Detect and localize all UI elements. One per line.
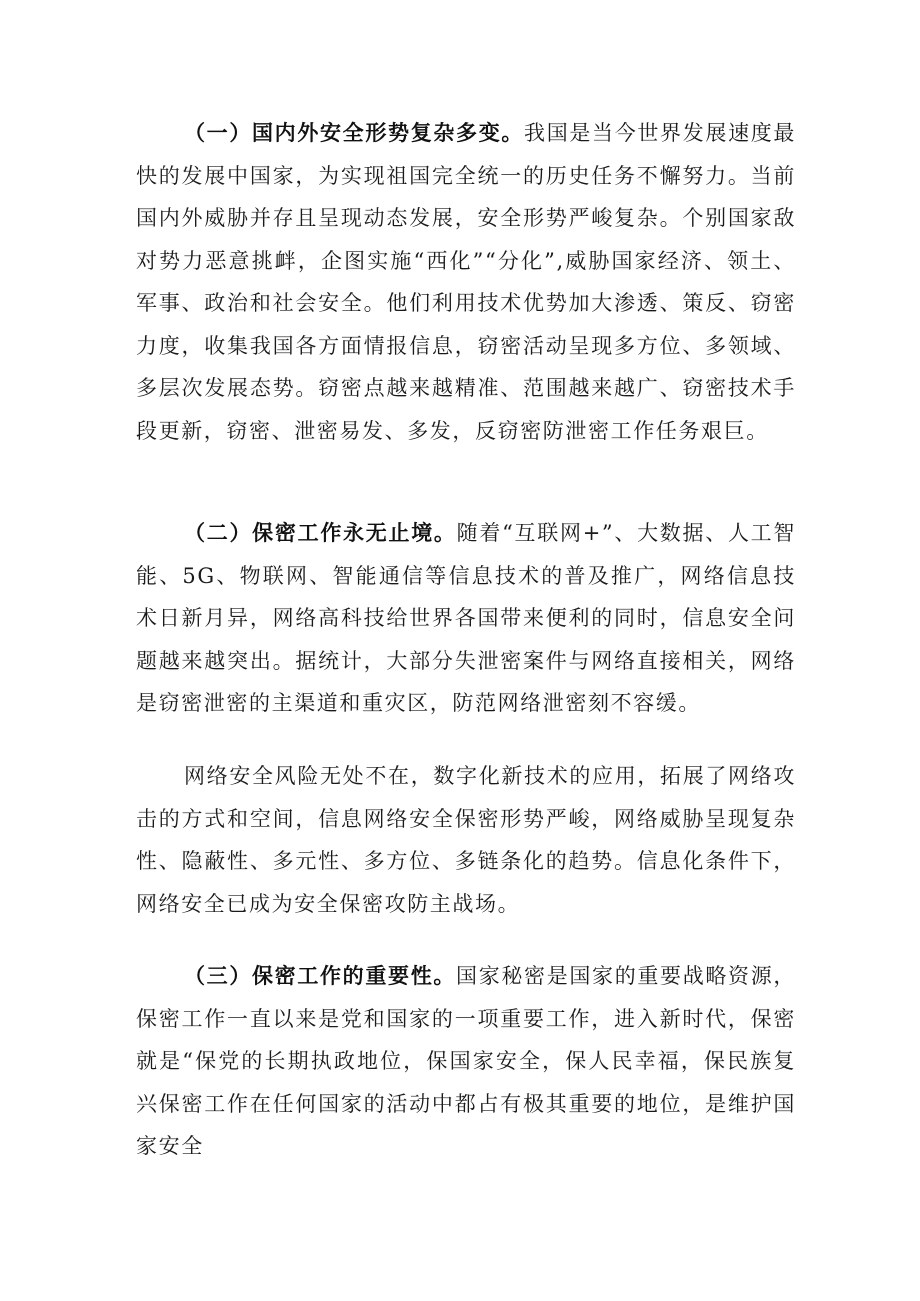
paragraph-network-security-risk: [136, 755, 796, 925]
section-heading-2: （二）保密工作永无止境。: [184, 521, 457, 545]
paragraph-body-4: 国家秘密是国家的重要战略资源，保密工作一直以来是党和国家的一项重要工作，进入新时代，保密就是“保党的长期执政地位，保国家安全，保人民幸福，保民族复兴保密工作在任何国家的活动中都占有极其重要的地位，是维护国家安全: [136, 964, 796, 1158]
paragraph-body-2: 随着“互联网+”、大数据、人工智能、5G、物联网、智能通信等信息技术的普及推广，网络信息技术日新月异，网络高科技给世界各国带来便利的同时，信息安全问题越来越突出。据统计，大部分失泄密案件与网络直接相关，网络是窃密泄密的主渠道和重灾区，防范网络泄密刻不容缓。: [136, 521, 797, 715]
paragraph-importance-of-secrecy: [136, 955, 796, 1168]
paragraph-body-1: 我国是当今世界发展速度最快的发展中国家，为实现祖国完全统一的历史任务不懈努力。当前国内外威胁并存且呈现动态发展，安全形势严峻复杂。个别国家敌对势力恶意挑衅，企图实施“西化”“分化”,威胁国家经济、领土、军事、政治和社会安全。他们利用技术优势加大渗透、策反、窃密力度，收集我国各方面情报信息，窃密活动呈现多方位、多领域、多层次发展态势。窃密点越来越精准、范围越来越广、窃密技术手段更新，窃密、泄密易发、多发，反窃密防泄密工作任务艰巨。: [136, 121, 797, 443]
section-heading-3: （三）保密工作的重要性。: [184, 964, 457, 988]
section-heading-1: （一）国内外安全形势复杂多变。: [184, 121, 525, 145]
paragraph-endless-secrecy-work: [136, 512, 796, 725]
paragraph-body-3: 网络安全风险无处不在，数字化新技术的应用，拓展了网络攻击的方式和空间，信息网络安全保密形势严峻，网络威胁呈现复杂性、隐蔽性、多元性、多方位、多链条化的趋势。信息化条件下，网络安全已成为安全保密攻防主战场。: [136, 764, 796, 916]
paragraph-domestic-foreign-security: [136, 112, 796, 452]
